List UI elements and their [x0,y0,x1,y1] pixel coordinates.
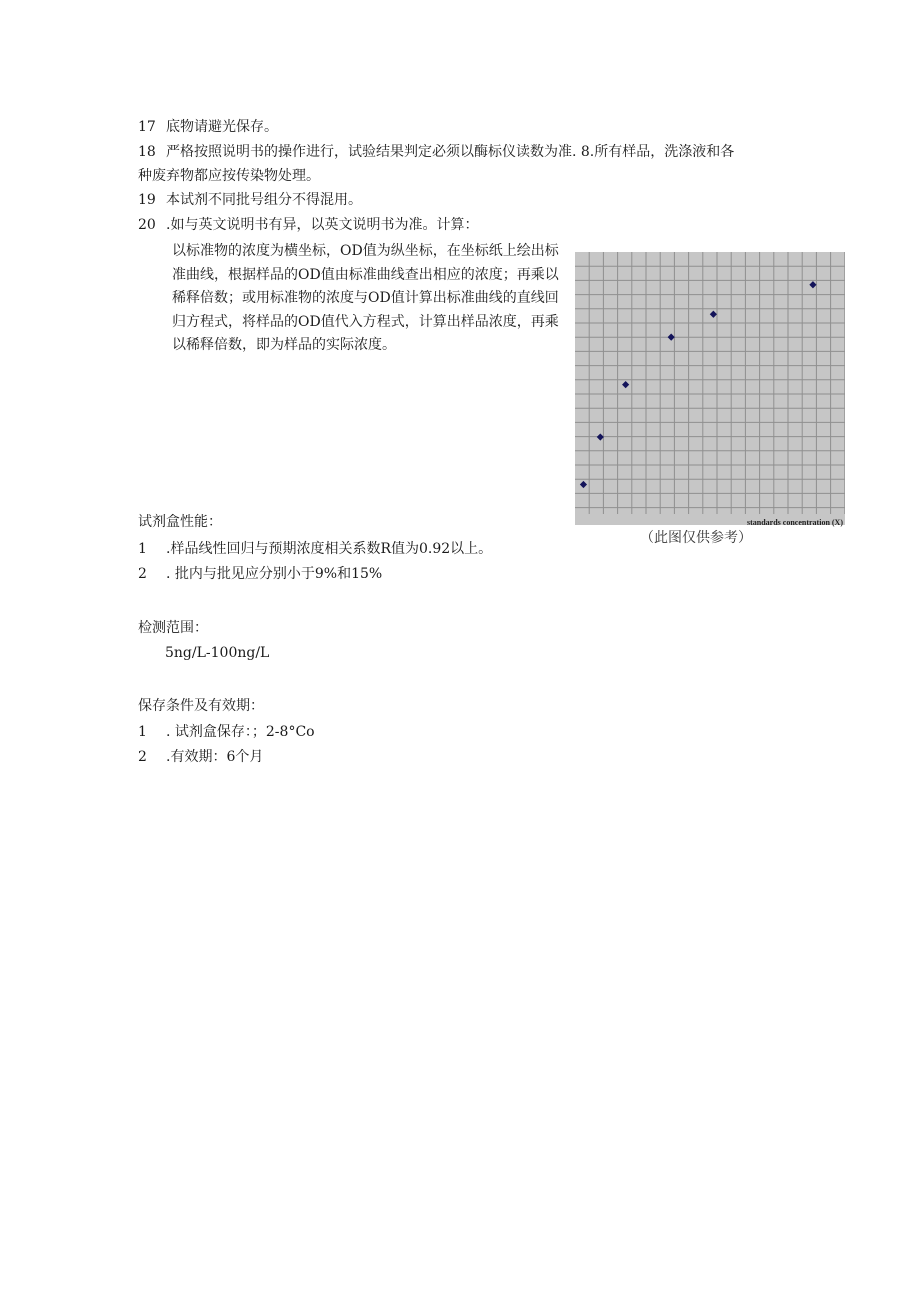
note-text: 严格按照说明书的操作进行，试验结果判定必须以酶标仪读数为准. 8.所有样品，洗涤液和各 [166,144,735,160]
note-number: 18 [138,144,156,160]
note-text: 底物请避光保存。 [166,119,278,135]
standard-curve-chart [575,252,845,527]
note-text: .如与英文说明书有异，以英文说明书为准。 [166,217,437,233]
note-17 [138,117,278,137]
item-number: 1 [138,724,147,740]
item-text: .样品线性回归与预期浓度相关系数R值为0.92以上。 [166,541,493,557]
note-20 [138,215,478,235]
note-18-continued [138,166,320,186]
note-text: 种废弃物都应按传染物处理。 [138,168,320,184]
item-number: 1 [138,541,147,557]
x-axis-label: standards concentration (X) [747,518,843,527]
calculation-text: 以标准物的浓度为横坐标，OD值为纵坐标，在坐标纸上绘出标准曲线，根据样品的OD值由标准曲线查出相应的浓度；再乘以稀释倍数；或用标准物的浓度与OD值计算出标准曲线的直线回归方程式，将样品的OD值代入方程式，计算出样品浓度，再乘以稀释倍数，即为样品的实际浓度。 [172,243,559,353]
performance-heading: 试剂盒性能： [138,514,222,530]
note-number: 20 [138,217,156,233]
plot-background [575,252,845,525]
range-heading: 检测范围： [138,620,208,636]
note-text: 本试剂不同批号组分不得混用。 [166,192,362,208]
chart-caption: （此图仅供参考） [640,530,752,546]
note-number: 17 [138,119,156,135]
note-18 [138,142,734,162]
item-number: 2 [138,566,147,582]
calculation-heading: 计算： [436,217,479,233]
item-text: . 批内与批见应分别小于9%和15% [166,566,383,582]
storage-heading: 保存条件及有效期： [138,698,264,714]
storage-item-2 [138,747,263,767]
range-value: 5ng/L-100ng/L [165,645,270,661]
item-number: 2 [138,749,147,765]
note-19 [138,190,362,210]
note-number: 19 [138,192,156,208]
storage-item-1 [138,722,315,742]
item-text: . 试剂盒保存：；2-8°Co [166,724,315,740]
performance-item-1 [138,539,492,559]
item-text: .有效期：6个月 [166,749,264,765]
performance-item-2 [138,564,382,584]
